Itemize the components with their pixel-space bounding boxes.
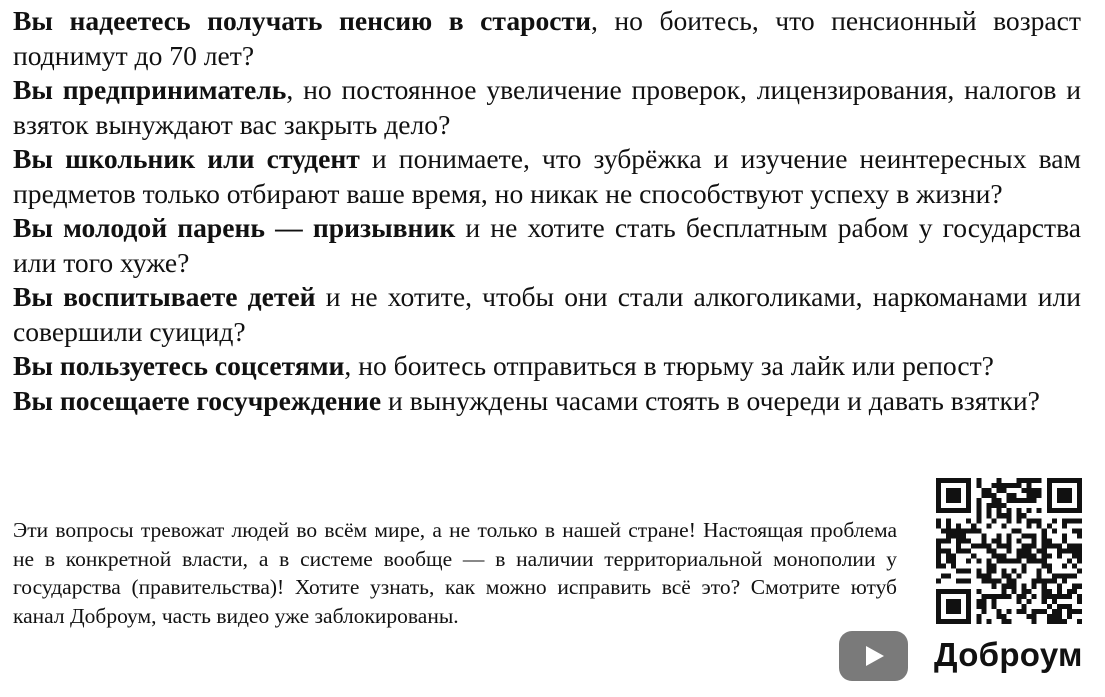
question-government-office [13,384,1081,419]
play-icon [866,646,884,666]
question-pension [13,4,1081,73]
question-lead: Вы воспитываете детей [13,281,316,312]
question-text: , но боитесь отправиться в тюрьму за лайк или репост? [344,350,994,381]
question-text: и понимаете, что зубрёжка и изучение неинтересных вам предметов только отбирают ваше время, но никак не способствуют успеху в жизни? [13,143,1081,209]
question-entrepreneur [13,73,1081,142]
question-text: , но постоянное увеличение проверок, лицензирования, налогов и взяток вынуждают вас закрыть дело? [13,74,1081,140]
question-conscript [13,211,1081,280]
question-parents [13,280,1081,349]
question-text: и не хотите стать бесплатным рабом у государства или того хуже? [13,212,1082,278]
questions-block [13,4,1081,418]
question-lead: Вы молодой парень — призывник [13,212,456,243]
question-lead: Вы надеетесь получать пенсию в старости [13,5,591,36]
qr-code-icon [936,478,1082,624]
channel-name: Доброум [934,636,1083,673]
question-text: и не хотите, чтобы они стали алкоголиками, наркоманами или совершили суицид? [13,281,1081,347]
question-social-media [13,349,1081,384]
question-student [13,142,1081,211]
footer-paragraph: Эти вопросы тревожат людей во всём мире, а не только в нашей стране! Настоящая проблема не в конкретной власти, а в системе вообще — в наличии территориальной монополии у государства (правительства)! Хотите узнать, как можно исправить всё это? Смотрите ютуб канал Доброум, часть видео уже заблокированы. [13,518,897,628]
question-text: и вынуждены часами стоять в очереди и давать взятки? [381,384,1040,416]
question-lead: Вы пользуетесь соцсетями [13,350,345,381]
question-lead: Вы школьник или студент [13,143,360,174]
question-lead: Вы посещаете госучреждение [13,384,382,416]
question-lead: Вы предприниматель [13,74,287,105]
question-text: , но боитесь, что пенсионный возраст поднимут до 70 лет? [13,5,1081,71]
youtube-logo-icon[interactable] [839,631,908,681]
